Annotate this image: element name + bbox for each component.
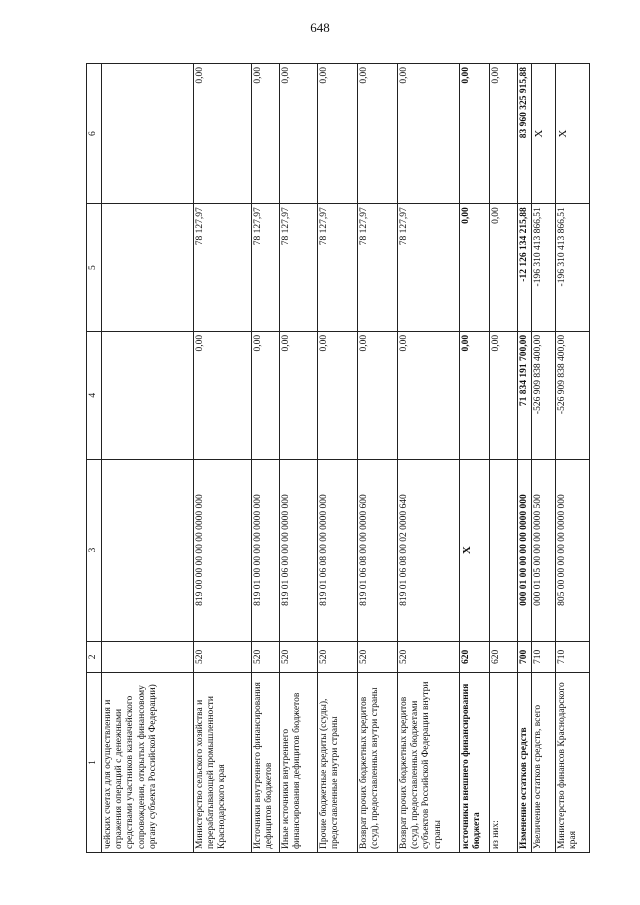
row-line-code: 520 <box>358 641 398 672</box>
row-line-code: 710 <box>532 641 556 672</box>
row-approved: 0,00 <box>398 331 460 459</box>
row-approved: 0,00 <box>460 331 490 459</box>
table-row <box>460 64 490 853</box>
row-line-code: 620 <box>460 641 490 672</box>
table-row <box>518 64 532 853</box>
row-unexecuted: X <box>532 64 556 204</box>
row-approved: 71 834 191 700,00 <box>518 331 532 459</box>
row-approved: 0,00 <box>252 331 280 459</box>
table-row <box>194 64 252 853</box>
column-header: 6 <box>87 64 102 204</box>
row-unexecuted: 83 960 325 915,88 <box>518 64 532 204</box>
row-executed: 78 127,97 <box>280 204 318 332</box>
row-approved: 0,00 <box>490 331 518 459</box>
column-header: 2 <box>87 641 102 672</box>
row-budget-code: 805 00 00 00 00 00 0000 000 <box>556 459 590 641</box>
row-executed <box>102 204 194 332</box>
row-budget-code: 000 01 05 00 00 00 0000 500 <box>532 459 556 641</box>
row-line-code: 520 <box>318 641 358 672</box>
row-name: Возврат прочих бюджетных кредитов (ссуд), предоставленных внутри страны <box>358 673 398 853</box>
row-budget-code: 819 01 06 08 00 00 0000 600 <box>358 459 398 641</box>
table-row <box>102 64 194 853</box>
row-name: из них: <box>490 673 518 853</box>
row-executed: 0,00 <box>460 204 490 332</box>
row-budget-code: X <box>460 459 490 641</box>
row-approved: -526 909 838 400,00 <box>556 331 590 459</box>
table-row <box>252 64 280 853</box>
row-approved: 0,00 <box>358 331 398 459</box>
row-executed: 78 127,97 <box>318 204 358 332</box>
row-line-code: 520 <box>252 641 280 672</box>
row-name: Увеличение остатков средств, всего <box>532 673 556 853</box>
row-unexecuted: 0,00 <box>280 64 318 204</box>
row-name: чейских счетах для осуществления и отражения операций с денежными средствами участников казначейского сопровождения, открытых финансовому органу субъекта Российской Федерации) <box>102 673 194 853</box>
row-executed: 78 127,97 <box>252 204 280 332</box>
row-unexecuted: 0,00 <box>358 64 398 204</box>
table-frame <box>86 63 579 853</box>
row-executed: -196 310 413 866,51 <box>556 204 590 332</box>
row-line-code: 710 <box>556 641 590 672</box>
row-executed: 78 127,97 <box>194 204 252 332</box>
row-approved <box>102 331 194 459</box>
row-name: Возврат прочих бюджетных кредитов (ссуд), предоставленных бюджетами субъектов Российской Федерации внутри страны <box>398 673 460 853</box>
table-row <box>280 64 318 853</box>
row-name: Министерство сельского хозяйства и перерабатывающей промышленности Краснодарского края <box>194 673 252 853</box>
table-row <box>398 64 460 853</box>
table-row <box>358 64 398 853</box>
row-executed: -12 126 134 215,88 <box>518 204 532 332</box>
row-budget-code: 819 01 06 08 00 00 0000 000 <box>318 459 358 641</box>
budget-sources-table <box>86 63 590 853</box>
row-unexecuted: 0,00 <box>460 64 490 204</box>
row-executed: 0,00 <box>490 204 518 332</box>
row-budget-code <box>490 459 518 641</box>
row-executed: 78 127,97 <box>358 204 398 332</box>
table-row <box>490 64 518 853</box>
row-budget-code: 819 00 00 00 00 00 0000 000 <box>194 459 252 641</box>
row-line-code: 700 <box>518 641 532 672</box>
table-row <box>556 64 590 853</box>
row-name: Прочие бюджетные кредиты (ссуды), предоставленные внутри страны <box>318 673 358 853</box>
row-line-code: 520 <box>280 641 318 672</box>
rotated-table-container <box>86 63 579 853</box>
row-approved: 0,00 <box>280 331 318 459</box>
column-header: 3 <box>87 459 102 641</box>
row-name: источники внешнего финансирования бюджета <box>460 673 490 853</box>
row-unexecuted: 0,00 <box>490 64 518 204</box>
row-approved: 0,00 <box>194 331 252 459</box>
row-executed: 78 127,97 <box>398 204 460 332</box>
page-number: 648 <box>310 20 330 35</box>
row-unexecuted: 0,00 <box>194 64 252 204</box>
row-approved: 0,00 <box>318 331 358 459</box>
row-name: Иные источники внутреннего финансирования дефицитов бюджетов <box>280 673 318 853</box>
row-unexecuted: 0,00 <box>318 64 358 204</box>
row-budget-code: 000 01 00 00 00 00 0000 000 <box>518 459 532 641</box>
row-name: Министерство финансов Краснодарского края <box>556 673 590 853</box>
row-unexecuted: 0,00 <box>252 64 280 204</box>
row-name: Изменение остатков средств <box>518 673 532 853</box>
row-unexecuted: 0,00 <box>398 64 460 204</box>
row-budget-code: 819 01 06 08 00 02 0000 640 <box>398 459 460 641</box>
column-header: 4 <box>87 331 102 459</box>
row-executed: -196 310 413 866,51 <box>532 204 556 332</box>
column-number-row <box>87 64 102 853</box>
row-budget-code: 819 01 06 00 00 00 0000 000 <box>280 459 318 641</box>
table-row <box>532 64 556 853</box>
row-line-code: 520 <box>398 641 460 672</box>
table-row <box>318 64 358 853</box>
row-line-code: 520 <box>194 641 252 672</box>
row-line-code <box>102 641 194 672</box>
column-header: 1 <box>87 673 102 853</box>
column-header: 5 <box>87 204 102 332</box>
row-approved: -526 909 838 400,00 <box>532 331 556 459</box>
row-unexecuted: X <box>556 64 590 204</box>
row-line-code: 620 <box>490 641 518 672</box>
row-budget-code: 819 01 00 00 00 00 0000 000 <box>252 459 280 641</box>
row-budget-code <box>102 459 194 641</box>
row-unexecuted <box>102 64 194 204</box>
row-name: Источники внутреннего финансирования дефицитов бюджетов <box>252 673 280 853</box>
